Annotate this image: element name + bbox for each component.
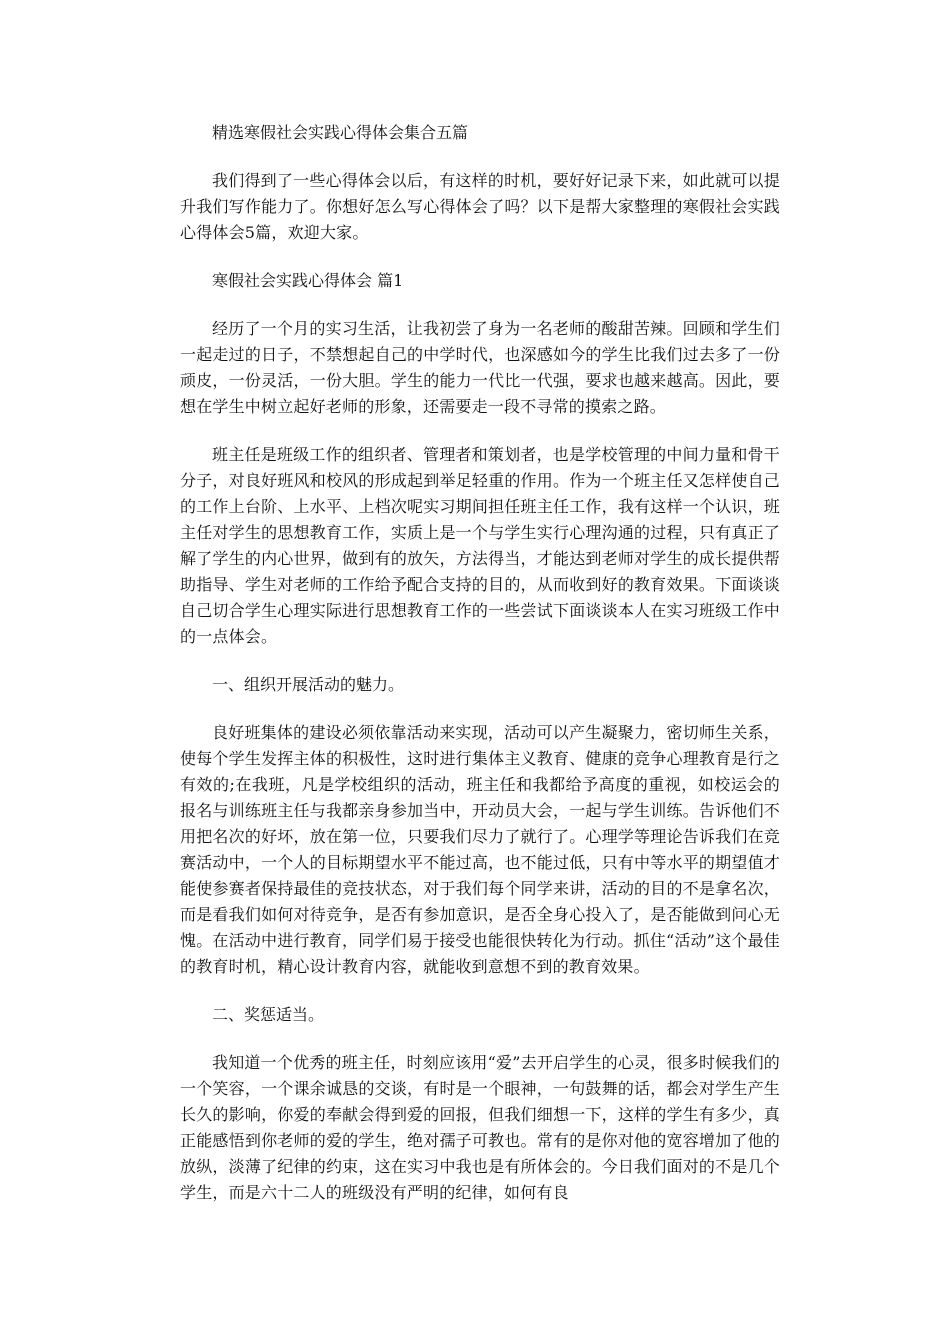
document-title: 精选寒假社会实践心得体会集合五篇 bbox=[212, 123, 469, 142]
section-title: 寒假社会实践心得体会 篇1 bbox=[212, 271, 404, 290]
subheading-2: 二、奖惩适当。 bbox=[212, 1005, 325, 1024]
paragraph-1: 经历了一个月的实习生活，让我初尝了身为一名老师的酸甜苦辣。回顾和学生们一起走过的日子，不禁想起自己的中学时代，也深感如今的学生比我们过去多了一份顽皮，一份灵活，一份大胆。学生的能力一代比一代强，要求也越来越高。因此，要想在学生中树立起好老师的形象，还需要走一段不寻常的摸索之路。 bbox=[180, 319, 780, 416]
document-page bbox=[180, 120, 780, 1228]
subheading-1: 一、组织开展活动的魅力。 bbox=[212, 675, 405, 694]
intro-paragraph: 我们得到了一些心得体会以后，有这样的时机，要好好记录下来，如此就可以提升我们写作能力了。你想好怎么写心得体会了吗？以下是帮大家整理的寒假社会实践心得体会5篇，欢迎大家。 bbox=[180, 171, 780, 242]
paragraph-3: 良好班集体的建设必须依靠活动来实现，活动可以产生凝聚力，密切师生关系，使每个学生发挥主体的积极性，这时进行集体主义教育、健康的竞争心理教育是行之有效的;在我班，凡是学校组织的活动，班主任和我都给予高度的重视，如校运会的报名与训练班主任与我都亲身参加当中，开动员大会，一起与学生训练。告诉他们不用把名次的好坏，放在第一位，只要我们尽力了就行了。心理学等理论告诉我们在竞赛活动中，一个人的目标期望水平不能过高，也不能过低，只有中等水平的期望值才能使参赛者保持最佳的竞技状态，对于我们每个同学来讲，活动的目的不是拿名次，而是看我们如何对待竞争，是否有参加意识，是否全身心投入了，是否能做到问心无愧。在活动中进行教育，同学们易于接受也能很快转化为行动。抓住“活动”这个最佳的教育时机，精心设计教育内容，就能收到意想不到的教育效果。 bbox=[180, 723, 780, 976]
paragraph-4: 我知道一个优秀的班主任，时刻应该用“爱”去开启学生的心灵，很多时候我们的一个笑容，一个课余诚恳的交谈，有时是一个眼神，一句鼓舞的话，都会对学生产生长久的影响，你爱的奉献会得到爱的回报，但我们细想一下，这样的学生有多少，真正能感悟到你老师的爱的学生，绝对孺子可教也。常有的是你对他的宽容增加了他的放纵，淡薄了纪律的约束，这在实习中我也是有所体会的。今日我们面对的不是几个学生，而是六十二人的班级没有严明的纪律，如何有良 bbox=[180, 1053, 780, 1202]
paragraph-2: 班主任是班级工作的组织者、管理者和策划者，也是学校管理的中间力量和骨干分子，对良好班风和校风的形成起到举足轻重的作用。作为一个班主任又怎样使自己的工作上台阶、上水平、上档次呢实习期间担任班主任工作，我有这样一个认识，班主任对学生的思想教育工作，实质上是一个与学生实行心理沟通的过程，只有真正了解了学生的内心世界，做到有的放矢，方法得当，才能达到老师对学生的成长提供帮助指导、学生对老师的工作给予配合支持的目的，从而收到好的教育效果。下面谈谈自己切合学生心理实际进行思想教育工作的一些尝试下面谈谈本人在实习班级工作中的一点体会。 bbox=[180, 445, 780, 646]
